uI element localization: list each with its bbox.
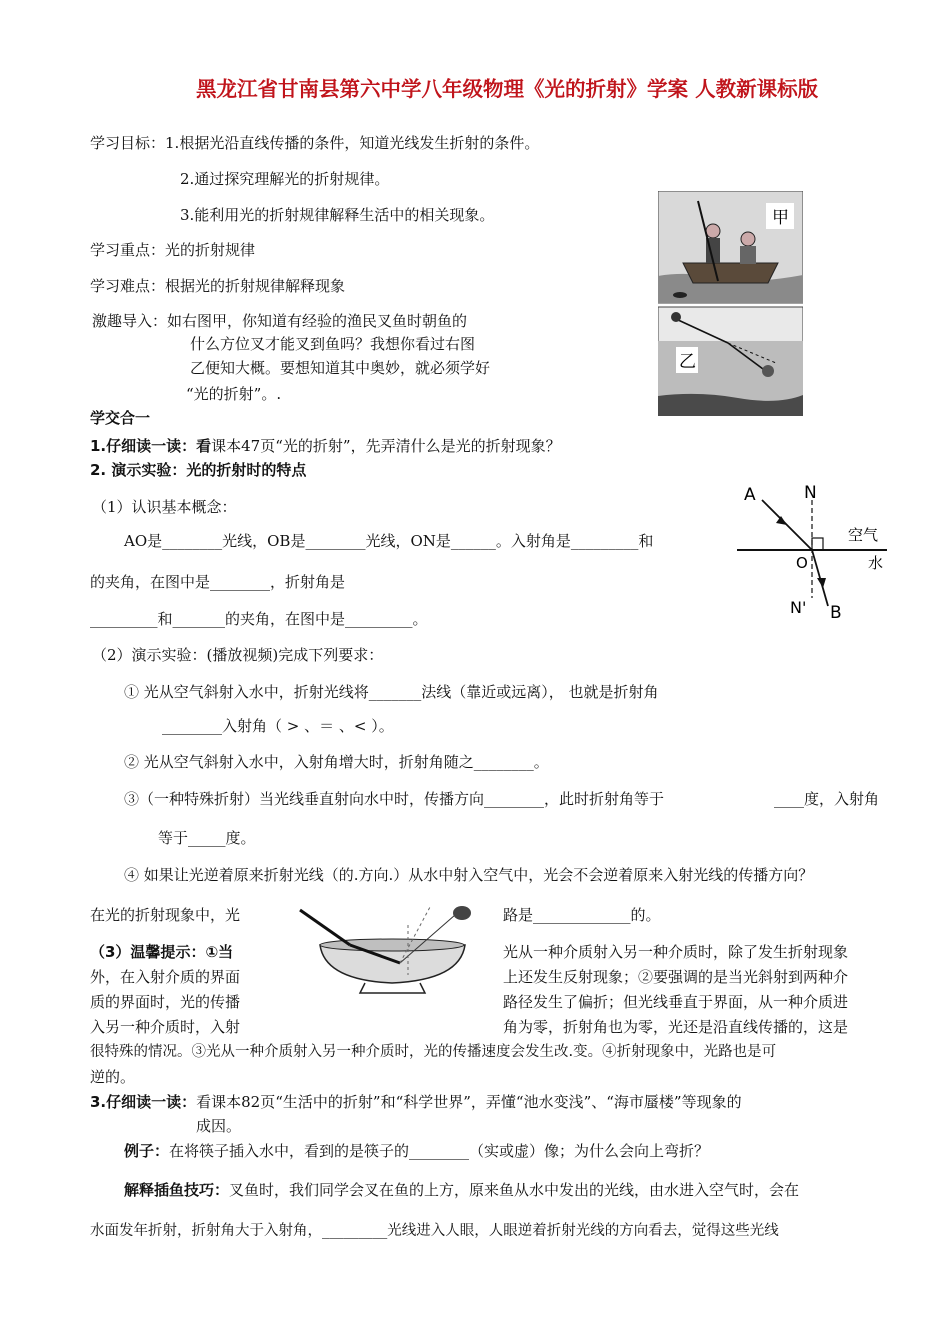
goal-2: 2.通过探究理解光的折射规律。 [180,170,390,188]
goal-3: 3.能利用光的折射规律解释生活中的相关现象。 [180,206,495,224]
tips-line-5: 很特殊的情况。③光从一种介质射入另一种介质时，光的传播速度会发生改.变。④折射现象中，光路也是可 [90,1044,777,1060]
eye-icon [671,312,681,322]
sub1-line-3: _________和_______的夹角，在图中是_________。 [90,610,428,628]
q3-line-1-end: ____度，入射角 [774,790,880,808]
refraction-diagram [732,478,892,628]
tips-line-1b: 光从一种介质射入另一种介质时，除了发生折射现象 [503,943,849,961]
tips-line-2a: 外，在入射介质的界面 [90,968,241,986]
fisherman-2-body [740,246,756,264]
example-body: 在将筷子插入水中，看到的是筷子的________（实或虚）像；为什么会向上弯折？ [169,1142,710,1160]
label-b: B [830,603,842,623]
q4: ④ 如果让光逆着原来折射光线（的.方向.）从水中射入空气中，光会不会逆着原来入射光线的传播方向？ [124,866,814,884]
example [124,1141,709,1161]
q1-line-1: ① 光从空气斜射入水中，折射光线将_______法线（靠近或远离）， 也就是折射角 [124,683,659,701]
fish-icon [673,292,687,298]
label-air: 空气 [848,526,879,544]
intro-line-4: “光的折射”。. [186,385,282,403]
fishing-figure [658,191,803,416]
fisherman-2-head [741,232,755,246]
sub1-label: （1）认识基本概念： [92,498,237,516]
goals-label: 学习目标： [90,134,166,152]
key-point: 学习重点：光的折射规律 [90,241,256,259]
reverse-left: 在光的折射现象中，光 [90,906,241,924]
right-angle-mark [812,538,823,550]
reverse-right: 路是_____________的。 [503,906,661,924]
tips-line-3b: 路径发生了偏折；但光线垂直于界面，从一种介质进 [503,993,849,1011]
q3-line-2: 等于_____度。 [158,829,256,847]
goal-1: 1.根据光沿直线传播的条件，知道光线发生折射的条件。 [165,134,540,152]
tips-line-4a: 入另一种介质时，入射 [90,1018,241,1036]
item-1 [90,436,561,456]
yi-label: 乙 [679,352,696,372]
eye-icon [453,906,471,920]
chopstick [300,910,350,945]
item-2: 2. 演示实验：光的折射时的特点 [90,461,307,479]
explain-line-2: 水面发年折射，折射角大于入射角，_________光线进入人眼，人眼逆着折射光线的方向看去，觉得这些光线 [90,1223,779,1239]
item-3-head: 3.仔细读一读： [90,1093,197,1111]
boat [683,263,778,283]
label-n-prime: N' [790,598,807,617]
bowl-figure [290,895,495,995]
explain-body: 叉鱼时，我们同学会叉在鱼的上方，原来鱼从水中发出的光线，由水进入空气时，会在 [229,1181,800,1199]
item-3-line-2: 成因。 [196,1117,242,1135]
tips-line-1a [90,942,233,962]
q1-line-2: ________入射角（ > 、＝ 、< ）。 [162,717,394,735]
section-heading: 学交合一 [90,409,151,427]
label-o: O [796,554,808,572]
bowl-stand [360,983,425,993]
intro-line-2: 什么方位叉才能叉到鱼吗？我想你看过右图 [190,335,476,353]
intro-line-3: 乙便知大概。要想知道其中奥妙，就必须学好 [190,359,491,377]
q2: ② 光从空气斜射入水中，入射角增大时，折射角随之________。 [124,753,549,771]
tips-line-6: 逆的。 [90,1068,136,1086]
sub1-line-2: 的夹角，在图中是________，折射角是 [90,573,346,591]
item-3-line-1 [90,1092,742,1112]
incident-arrow-icon [776,516,787,525]
tips-line-2b: 上还发生反射现象；②要强调的是当光斜射到两种介 [503,968,849,986]
label-water: 水 [868,554,884,572]
label-a: A [744,485,756,505]
goals-line-1 [90,133,539,153]
tips-line-3a: 质的界面时，光的传播 [90,993,241,1011]
example-head: 例子： [124,1142,170,1160]
item-1-body: 课本47页“光的折射”，先弄清什么是光的折射现象？ [211,437,561,455]
explain-line-1 [124,1180,799,1200]
tips-line-4b: 角为零，折射角也为零，光还是沿直线传播的，这是 [503,1018,849,1036]
sub1-line-1: AO是________光线，OB是________光线，ON是______。入射角是_________和 [124,532,654,550]
fisherman-1-head [706,224,720,238]
jia-label: 甲 [772,208,789,228]
q3-line-1: ③（一种特殊折射）当光线垂直射向水中时，传播方向________，此时折射角等于 [124,790,665,808]
intro-line-1: 激趣导入：如右图甲，你知道有经验的渔民叉鱼时朝鱼的 [92,312,468,330]
fish-real-icon [762,365,774,377]
label-n: N [804,483,817,503]
sub2-label: （2）演示实验：(播放视频)完成下列要求： [92,646,384,664]
difficulty: 学习难点：根据光的折射规律解释现象 [90,277,346,295]
item-3-body: 看课本82页“生活中的折射”和“科学世界”，弄懂“池水变浅”、“海市蜃楼”等现象的 [196,1093,742,1111]
tips-head: （3）温馨提示：①当 [90,943,234,961]
page-title: 黑龙江省甘南县第六中学八年级物理《光的折射》学案 人教新课标版 [196,77,819,101]
explain-head: 解释插鱼技巧： [124,1181,230,1199]
item-1-head: 1.仔细读一读：看 [90,437,212,455]
